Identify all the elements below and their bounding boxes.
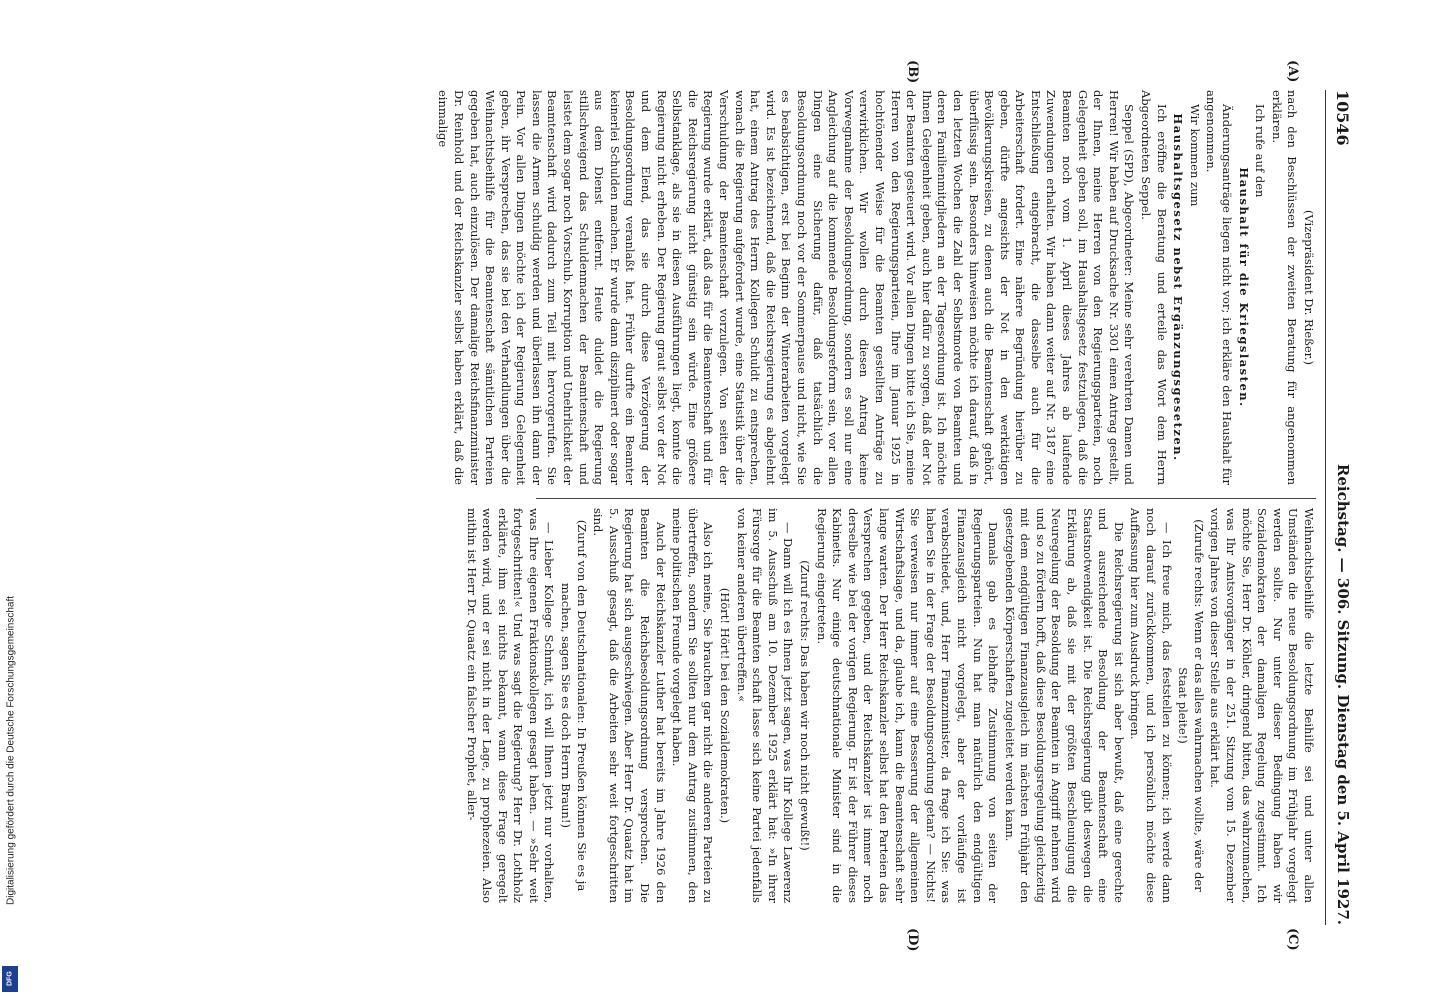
- paragraph: Ich eröffne die Beratung und erteile das Wort dem Herrn Abgeordneten Seppel.: [1139, 90, 1169, 485]
- interjection: (Hört! Hört! bei den Sozialdemokraten.): [718, 587, 733, 824]
- left-column: [434, 90, 1316, 485]
- interjection: (Zuruf rechts: Das haben wir noch nicht gewußt!): [798, 560, 812, 851]
- dfg-logo: DFG: [2, 966, 18, 992]
- margin-mark-c: (C): [1285, 928, 1300, 951]
- speaker-tag: (Vizepräsident Dr. Rießer.): [1302, 209, 1316, 366]
- paragraph: Damals gab es lebhafte Zustimmung von seiten der Regierungsparteien. Nun hat man natürlich den endgültigen Finanzausgleich nicht vorgelegt, aber der vorläufige ist verabschiedet, und, Herr Finanzminister, da frage ich Sie: was haben Sie in der Frage der Besoldungsordnung getan? — Nichts! Sie verweisen nur immer auf eine Besserung der allgemeinen Wirtschaftslage, und da, glaube ich, kann die Beamtenschaft sehr lange warten. Der Herr Reichskanzler selbst hat den Parteien das Versprechen gegeben, und der Reichskanzler ist immer noch derselbe wie bei der vorigen Regierung. Er ist der Führer dieses Kabinetts. Nur einige deutschnationale Minister sind in die Regierung eingetreten.: [814, 508, 1001, 903]
- paragraph: Auch der Reichskanzler Luther hat bereits im Jahre 1926 den Beamten die Reichsbesoldungsordnung versprochen. Die Regierung hat sich ausgeschwiegen. Aber Herr Dr. Quaatz hat im 5. Ausschuß gesagt, daß die Arbeiten sehr weit fortgeschritten sind.: [591, 508, 668, 903]
- speech-paragraph: Seppel (SPD), Abgeordneter: Meine sehr verehrten Damen und Herren! Wir haben auf Drucksache Nr. 3301 einen Antrag gestellt, der Ihnen, meine Herren von den Regierungsparteien, noch Gelegenheit geben soll, im Haushaltsgesetz festzulegen, daß die Beamten noch vom 1. April dieses Jahres ab laufende Zuwendungen erhalten. Wir haben dann weiter auf Nr. 3187 eine Entschließung eingebracht, die dasselbe auch für die Arbeiterschaft fordert. Eine nähere Begründung hierüber zu geben, dürfte angesichts der Not in den werktätigen Bevölkerungskreisen, zu denen auch die Beamtenschaft gehört, überflüssig sein. Besonders hinweisen möchte ich darauf, daß in den letzten Wochen die Zahl der Selbstmorde von Beamten und deren Familienmitgliedern an der Tagesordnung ist. Ich möchte Ihnen Gelegenheit geben, auch hier dafür zu sorgen, daß der Not der Beamten gesteuert wird. Vor allen Dingen bitte ich Sie, meine Herren von den Regierungsparteien, Ihre im Januar 1925 in hochtönender Weise für die Beamten gestellten Anträge zu verwirklichen. Wir wollen durch diesen Antrag keine Vorwegnahme der Besoldungsordnung, sondern es soll nur eine Angleichung auf die kommende Besoldungsreform sein, vor allen Dingen eine Sicherung dafür, daß tatsächlich die Besoldungsordnung noch vor der Sommerpause und nicht, wie Sie es beabsichtigen, erst bei Beginn der Winterarbeiten vorgelegt wird. Es ist bezeichnend, daß die Reichsregierung es abgelehnt hat, einem Antrag des Herrn Kollegen Schuldt zu entsprechen, wonach die Regierung aufgefordert wurde, eine Statistik über die Verschuldung der Beamtenschaft vorzulegen. Von seiten der Regierung wurde erklärt, daß das für die Beamtenschaft und für die Reichsregierung nicht günstig sein würde. Eine größere Selbstanklage, als sie in diesen Ausführungen liegt, konnte die Regierung nicht erheben. Der Regierung graut selbst vor der Not und dem Elend, das sie durch diese Verzögerung der Besoldungsordnung veranlaßt hat. Früher durfte ein Beamter keinerlei Schulden machen. Er wurde dann disziplinert oder sogar aus dem Dienst entfernt. Heute duldet die Regierung stillschweigend das Schuldenmachen der Beamtenschaft und leistet dem sogar noch Vorschub. Korruption und Unehrlichkeit der Beamtenschaft wird dadurch zum Teil mit hervorgerufen. Sie lassen die Armen schuldig werden und überlassen ihn dann der Pein. Vor allen Dingen möchte ich der Regierung Gelegenheit geben, ihr Versprechen, das sie bei den Verhandlungen über die Weihnachtsbeihilfe für die Beamtenschaft sämtlichen Parteien gegeben hat, auch einzulösen. Der damalige Reichsfinanzminister Dr. Reinhold und der Reichskanzler selbst haben erklärt, daß die einmalige: [436, 90, 1137, 485]
- digitization-credit: Digitalisierung gefördert durch die Deutsche Forschungsgemeinschaft: [5, 595, 17, 905]
- section-heading: Haushalt für die Kriegslasten.: [1236, 167, 1251, 408]
- paragraph: — Ich freue mich, das feststellen zu können; ich werde dann noch darauf zurückkommen, und ich persönlich möchte diese Auffassung hier zum Ausdruck bringen.: [1128, 508, 1174, 903]
- paragraph: Änderungsanträge liegen nicht vor; ich erkläre den Haushalt für angenommen.: [1204, 90, 1235, 485]
- margin-mark-d: (D): [905, 928, 920, 952]
- paragraph: Also ich meine, Sie brauchen gar nicht die anderen Parteien zu übertreffen, sondern Sie sollten nur dem Antrag zustimmen, den meine politischen Freunde vorgelegt haben.: [670, 508, 716, 903]
- page-number: 10546: [1333, 90, 1353, 146]
- paragraph: Weihnachtsbeihilfe die letzte Beihilfe sei und unter allen Umständen die neue Besoldungsordnung im Frühjahr vorgelegt werden sollte. Nur unter dieser Bedingung haben wir Sozialdemokraten der damaligen Regelung zugestimmt. Ich möchte Sie, Herr Dr. Köhler, dringend bitten, das wahrzumachen, was Ihr Amtsvorgänger in der 251. Sitzung vom 15. Dezember vorigen Jahres von dieser Stelle aus erklärt hat.: [1208, 508, 1316, 903]
- margin-mark-b: (B): [905, 60, 920, 84]
- interjection: (Zuruf von den Deutschnationalen: In Preußen können Sie es ja machen, sagen Sie es doch Herrn Braun!): [559, 519, 589, 892]
- column-divider: [536, 498, 1316, 499]
- paragraph: — Lieber Kollege Schmidt, ich will Ihnen jetzt nur vorhalten, was Ihre eigenen Fraktionskollegen gesagt haben. — »Sehr weit fortgeschritten!« Und was sagt die Regierung? Herr Dr. Lothholz erklärte, ihm sei nichts bekannt, wann diese Frage geregelt werden wird, und er sei nicht in der Lage, zu prophezeien. Also mithin ist Herr Dr. Quaatz ein falscher Prophet, aller-: [464, 508, 557, 903]
- running-title: Reichstag. — 306. Sitzung. Dienstag den 5. April 1927.: [1334, 463, 1352, 925]
- interjection: (Zurufe rechts: Wenn er das alles wahrmachen wollte, wäre der Staat pleite!): [1176, 519, 1206, 892]
- paragraph: Ich rufe auf den: [1253, 104, 1268, 198]
- paragraph: nach den Beschlüssen der zweiten Beratung für angenommen erklären.: [1269, 90, 1300, 485]
- page-header: [1325, 90, 1360, 925]
- rotated-page: [110, 60, 1360, 952]
- quoted-paragraph: Die Reichsregierung ist sich aber bewußt, daß eine gerechte und ausreichende Besoldung der Beamtenschaft eine Staatsnotwendigkeit ist. Die Reichsregierung gibt deswegen die Erklärung ab, daß sie mit der größten Beschleunigung die Neuregelung der Besoldung der Beamten in Angriff nehmen wird und so zu fördern hofft, daß diese Besoldungsregelung gleichzeitig mit dem endgültigen Finanzausgleich im nächsten Frühjahr den gesetzgebenden Körperschaften zugeleitet werden kann.: [1002, 508, 1126, 903]
- paragraph: — Dann will ich es Ihnen jetzt sagen, was Ihr Kollege Lawerenz im 5. Ausschuß am 10. Dezember 1925 erklärt hat: »In ihrer Fürsorge für die Beamten schaft lasse sich keine Partei jedenfalls von keiner anderen übertreffen.«: [734, 508, 796, 903]
- section-heading: Haushaltsgesetz nebst Ergänzungsgesetzen.: [1171, 113, 1186, 462]
- right-column: [462, 508, 1316, 903]
- paragraph: Wir kommen zum: [1187, 104, 1202, 207]
- margin-mark-a: (A): [1285, 60, 1300, 83]
